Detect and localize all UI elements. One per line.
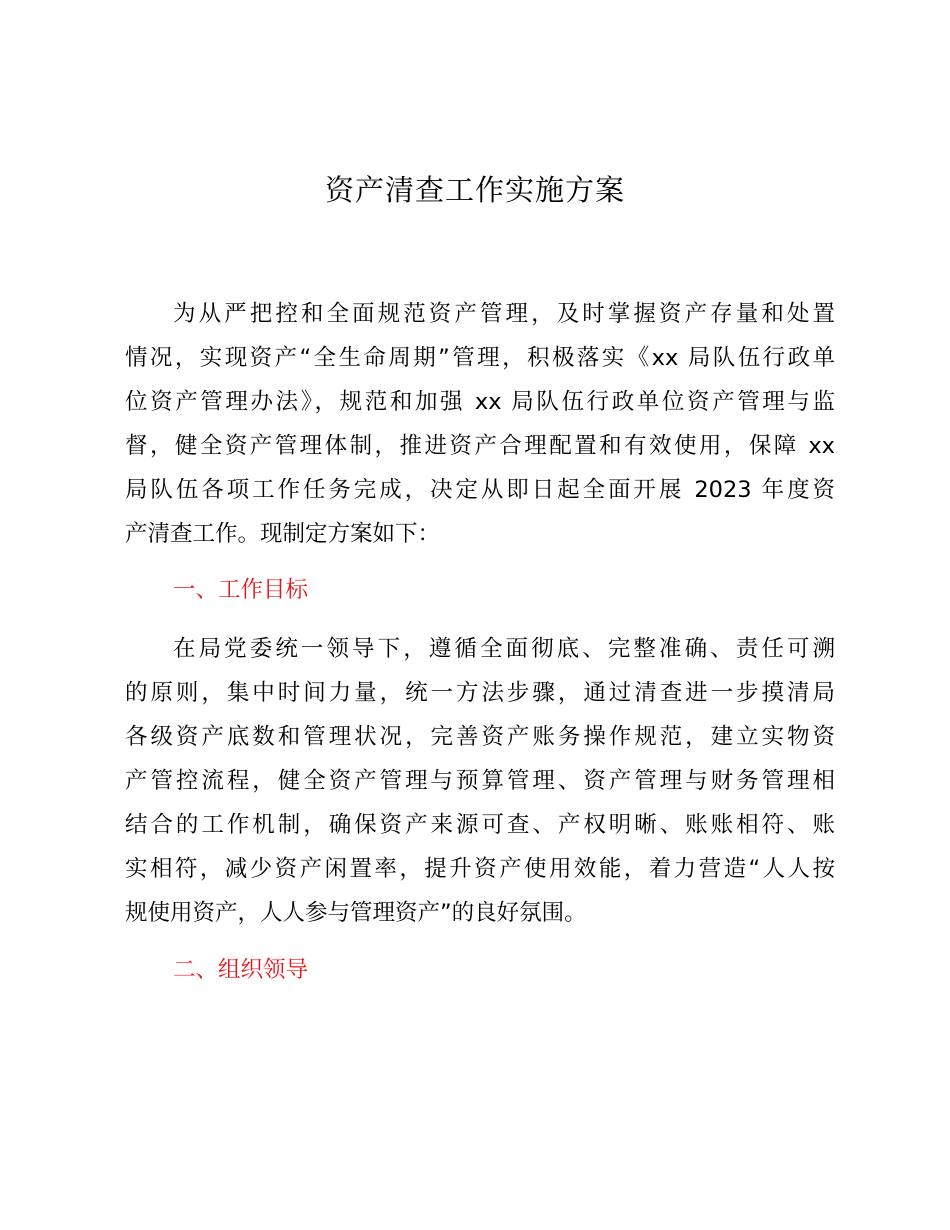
work-goals-paragraph bbox=[125, 627, 835, 935]
paragraph-line: 各级资产底数和管理状况，完善资产账务操作规范，建立实物资 bbox=[125, 724, 835, 750]
paragraph-line: 规使用资产，人人参与管理资产”的良好氛围。 bbox=[125, 900, 587, 926]
paragraph-line: 督，健全资产管理体制，推进资产合理配置和有效使用，保障 xx bbox=[125, 433, 835, 459]
paragraph-line: 位资产管理办法》，规范和加强 xx 局队伍行政单位资产管理与监 bbox=[125, 389, 835, 415]
paragraph-line: 的原则，集中时间力量，统一方法步骤，通过清查进一步摸清局 bbox=[125, 680, 835, 706]
paragraph-line: 在局党委统一领导下，遵循全面彻底、完整准确、责任可溯 bbox=[173, 636, 835, 662]
paragraph-line: 结合的工作机制，确保资产来源可查、产权明晰、账账相符、账 bbox=[125, 812, 835, 838]
paragraph-line: 局队伍各项工作任务完成，决定从即日起全面开展 2023 年度资 bbox=[125, 477, 835, 503]
section-heading-organization: 二、组织领导 bbox=[173, 957, 309, 983]
paragraph-line: 产清查工作。现制定方案如下： bbox=[125, 521, 441, 547]
section-heading-work-goals: 一、工作目标 bbox=[173, 577, 309, 603]
paragraph-line: 情况，实现资产“全生命周期”管理，积极落实《xx 局队伍行政单 bbox=[125, 345, 835, 371]
intro-paragraph bbox=[125, 292, 835, 556]
paragraph-line: 产管控流程，健全资产管理与预算管理、资产管理与财务管理相 bbox=[125, 768, 835, 794]
paragraph-line: 为从严把控和全面规范资产管理，及时掌握资产存量和处置 bbox=[173, 301, 835, 327]
paragraph-line: 实相符，减少资产闲置率，提升资产使用效能，着力营造“人人按 bbox=[125, 856, 835, 882]
page-title: 资产清查工作实施方案 bbox=[324, 173, 625, 207]
